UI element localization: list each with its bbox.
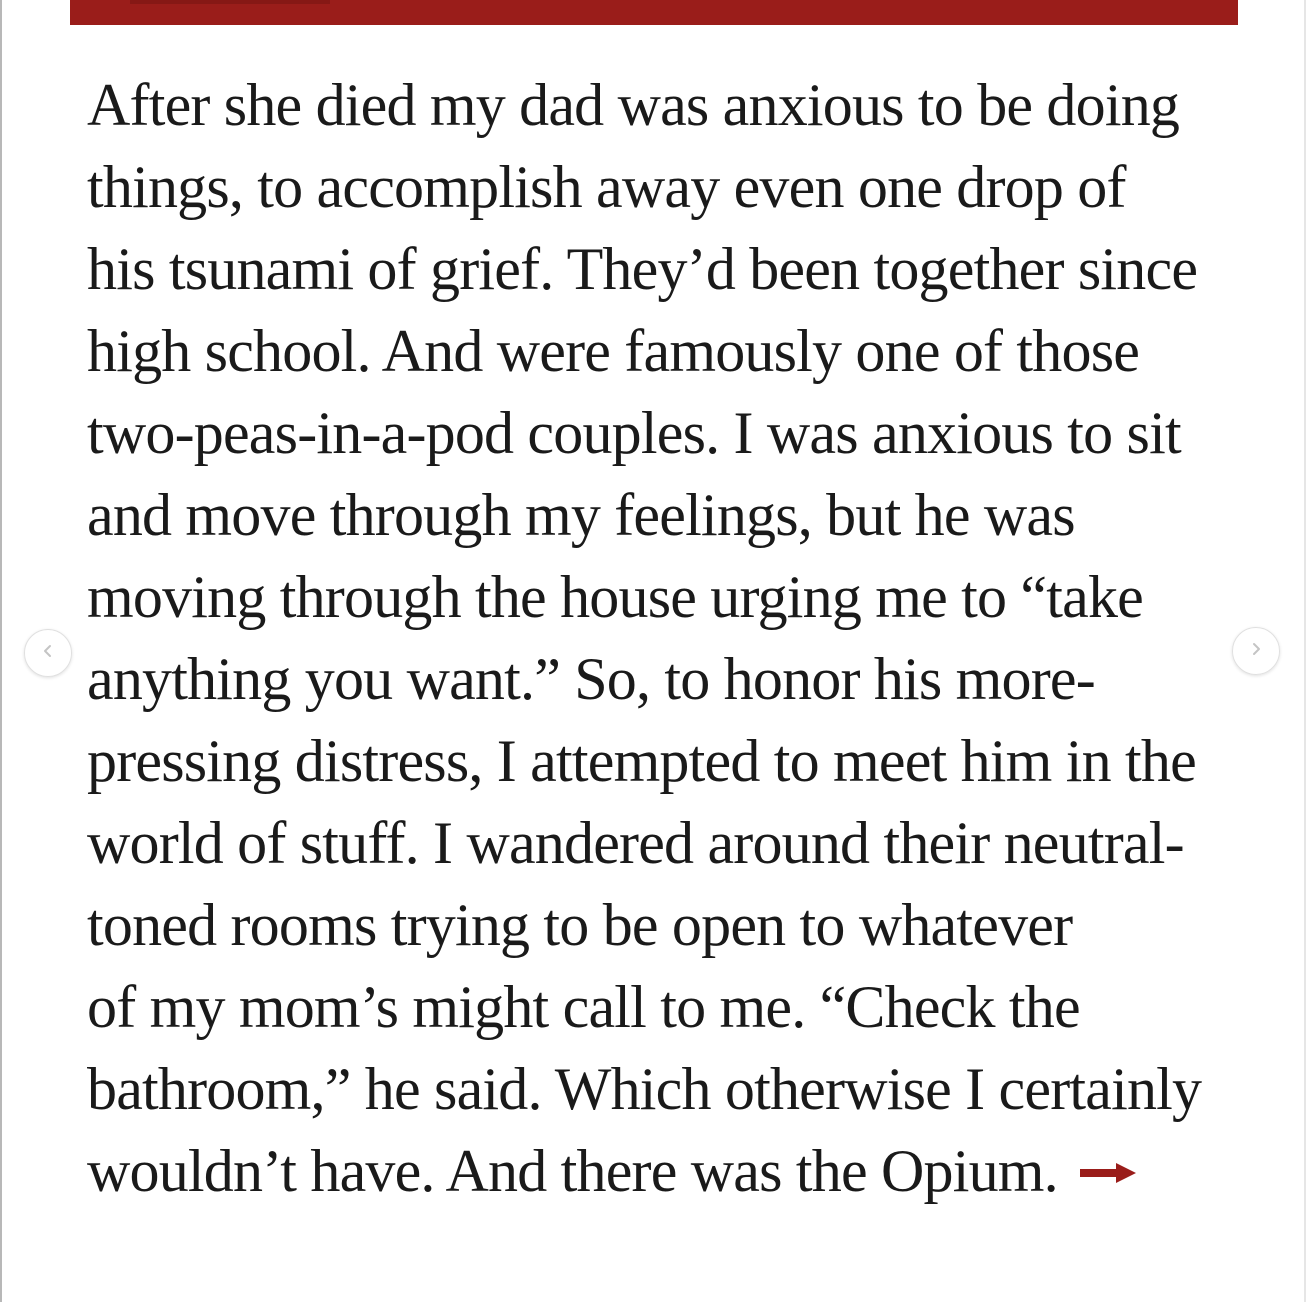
- frame-edge: [0, 0, 2, 1302]
- right-arrow-icon: [1080, 1163, 1136, 1183]
- header-cutoff-text: [130, 0, 330, 4]
- chevron-right-icon: [1248, 641, 1264, 662]
- text-line: two-peas-in-a-pod couples. I was anxious to sit: [87, 400, 1181, 466]
- text-line: high school. And were famously one of those: [87, 318, 1140, 384]
- text-line: world of stuff. I wandered around their neutral-: [87, 810, 1184, 876]
- text-line: of my mom’s might call to me. “Check the: [87, 974, 1080, 1040]
- text-line: anything you want.” So, to honor his more-: [87, 646, 1095, 712]
- chevron-left-icon: [40, 643, 56, 664]
- text-line: his tsunami of grief. They’d been together since: [87, 236, 1198, 302]
- text-line: pressing distress, I attempted to meet him in the: [87, 728, 1196, 794]
- text-line: things, to accomplish away even one drop of: [87, 154, 1126, 220]
- text-line: bathroom,” he said. Which otherwise I certainly: [87, 1056, 1202, 1122]
- text-line: After she died my dad was anxious to be doing: [87, 72, 1180, 138]
- carousel-prev-button[interactable]: [24, 629, 72, 677]
- text-line: toned rooms trying to be open to whatever: [87, 892, 1073, 958]
- text-line-content: wouldn’t have. And there was the Opium.: [87, 1138, 1058, 1204]
- last-text-line: [87, 1130, 1287, 1212]
- text-line: moving through the house urging me to “take: [87, 564, 1143, 630]
- story-text: [87, 64, 1287, 1212]
- carousel-next-button[interactable]: [1232, 627, 1280, 675]
- text-line: and move through my feelings, but he was: [87, 482, 1075, 548]
